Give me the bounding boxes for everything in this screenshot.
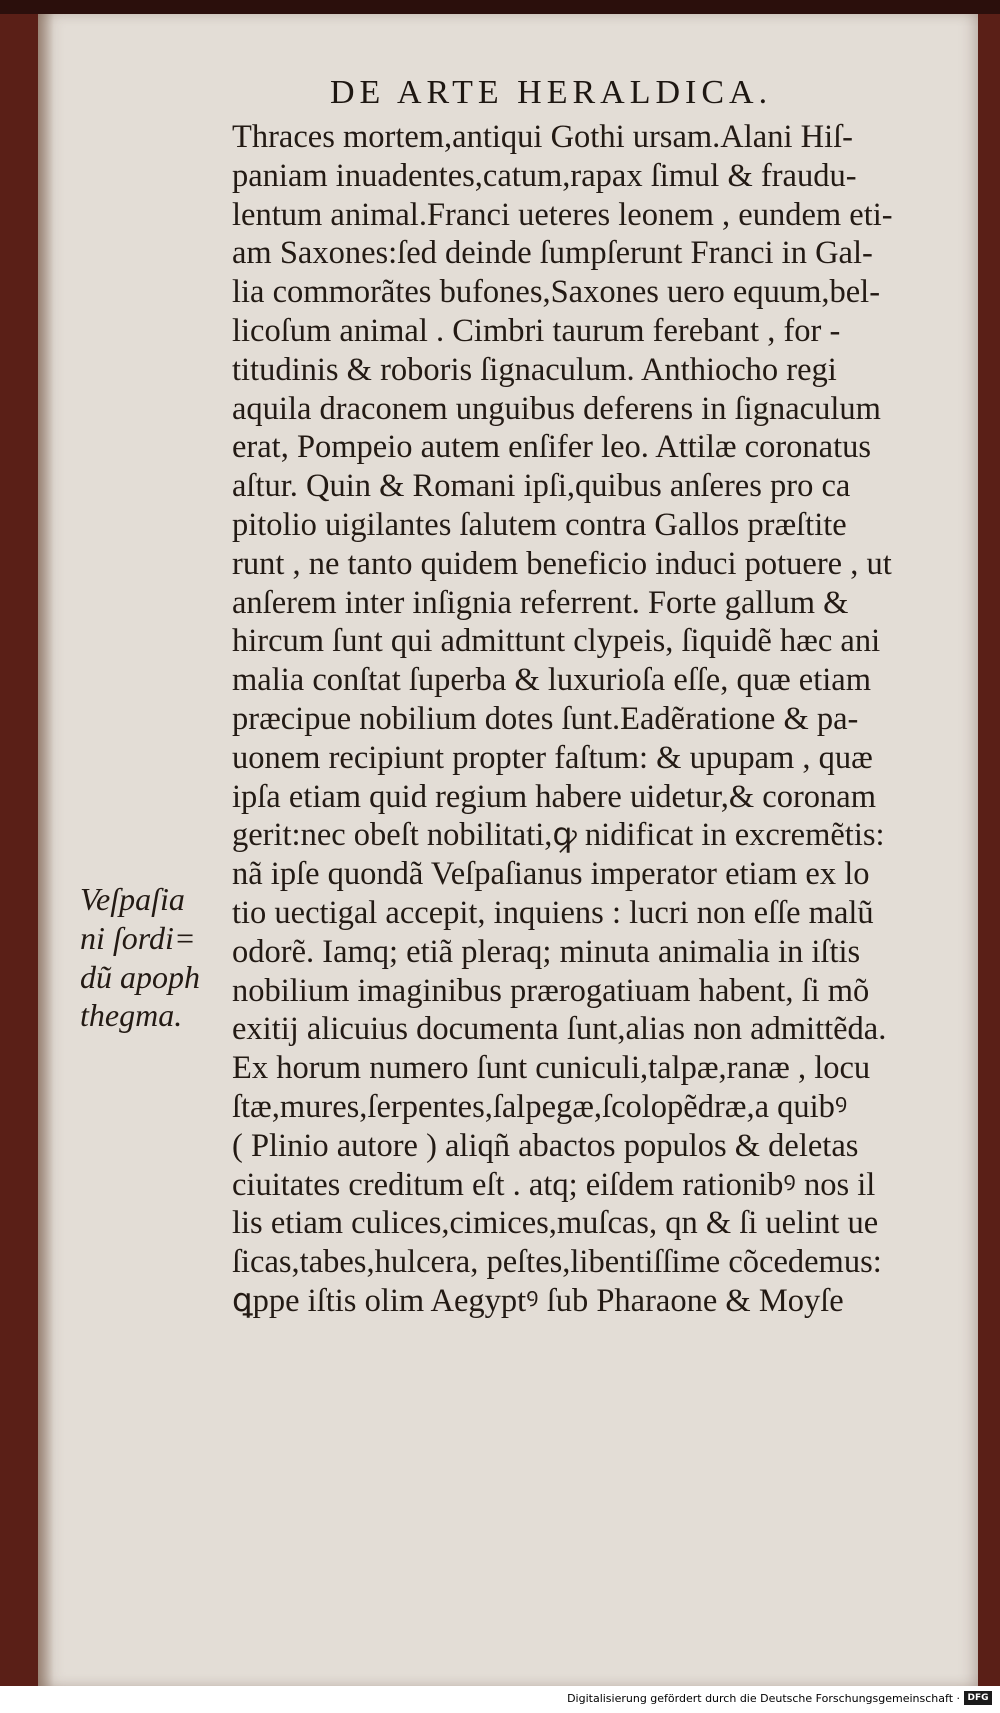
text-line: odorẽ. Iamq; etiã pleraq; minuta animalia in iſtis <box>232 933 861 970</box>
text-line: præcipue nobilium dotes ſunt.Eadẽratione & pa- <box>232 700 859 737</box>
body-text <box>232 118 962 1321</box>
text-line: ſtæ,mures,ſerpentes,ſalpegæ,ſcolopẽdræ,a quibꝰ <box>232 1088 848 1125</box>
text-line: ciuitates creditum eſt . atq; eiſdem rationibꝰ nos il <box>232 1166 876 1203</box>
marginal-note-line: ni ſordi= <box>80 919 196 956</box>
marginal-note-line: thegma. <box>80 997 183 1034</box>
marginal-note <box>80 880 230 1035</box>
text-line: lentum animal.Franci ueteres leonem , eundem eti- <box>232 196 893 233</box>
text-line: ſicas,tabes,hulcera, peſtes,libentiſſime cõcedemus: <box>232 1244 882 1281</box>
running-head: DE ARTE HERALDICA. <box>330 74 773 111</box>
text-line: runt , ne tanto quidem beneficio induci potuere , ut <box>232 545 892 582</box>
page-gutter-shadow <box>38 14 54 1686</box>
text-line: tio uectigal accepit, inquiens : lucri non eſſe malũ <box>232 894 874 931</box>
text-line: gerit:nec obeſt nobilitati,ꝙ nidificat in excremẽtis: <box>232 817 885 854</box>
text-line: nã ipſe quondã Veſpaſianus imperator etiam ex lo <box>232 856 870 893</box>
text-line: licoſum animal . Cimbri taurum ferebant , for - <box>232 312 841 349</box>
text-line: hircum ſunt qui admittunt clypeis, ſiquidẽ hæc ani <box>232 623 881 660</box>
text-line: nobilium imaginibus prærogatiuam habent, ſi mõ <box>232 972 870 1009</box>
text-line: lis etiam culices,cimices,muſcas, qn & ſi uelint ue <box>232 1205 879 1242</box>
text-line: Ex horum numero ſunt cuniculi,talpæ,ranæ , locu <box>232 1050 871 1087</box>
text-line: titudinis & roboris ſignaculum. Anthiocho regi <box>232 351 837 388</box>
text-line: aſtur. Quin & Romani ipſi,quibus anſeres pro ca <box>232 468 851 505</box>
text-line: paniam inuadentes,catum,rapax ſimul & fraudu- <box>232 157 857 194</box>
text-line: uonem recipiunt propter faſtum: & upupam , quæ <box>232 739 873 776</box>
text-line: pitolio uigilantes ſalutem contra Gallos præſtite <box>232 506 847 543</box>
text-line: anſerem inter inſignia referrent. Forte gallum & <box>232 584 849 621</box>
text-line: erat, Pompeio autem enſifer leo. Attilæ coronatus <box>232 429 872 466</box>
funding-credit: Digitalisierung gefördert durch die Deutsche Forschungsgemeinschaft · <box>567 1692 960 1705</box>
text-line: exitij alicuius documenta ſunt,alias non admittẽda. <box>232 1011 887 1048</box>
marginal-note-line: dũ apoph <box>80 958 200 995</box>
text-line: ꝗppe iſtis olim Aegyptꝰ ſub Pharaone & Moyſe <box>232 1282 844 1319</box>
text-line: lia commorãtes bufones,Saxones uero equum,bel- <box>232 274 881 311</box>
scan-top-edge <box>0 0 1000 14</box>
digitization-footer <box>0 1686 1000 1713</box>
text-line: aquila draconem unguibus deferens in ſignaculum <box>232 390 881 427</box>
text-line: malia conſtat ſuperba & luxurioſa eſſe, quæ etiam <box>232 662 871 699</box>
marginal-note-line: Veſpaſia <box>80 881 185 917</box>
text-line: Thraces mortem,antiqui Gothi ursam.Alani Hiſ- <box>232 119 853 155</box>
text-line: ipſa etiam quid regium habere uidetur,& coronam <box>232 778 876 815</box>
text-line: am Saxones:ſed deinde ſumpſerunt Franci in Gal- <box>232 235 873 272</box>
dfg-logo-icon: DFG <box>964 1691 992 1705</box>
text-line: ( Plinio autore ) aliqñ abactos populos & deletas <box>232 1127 859 1164</box>
